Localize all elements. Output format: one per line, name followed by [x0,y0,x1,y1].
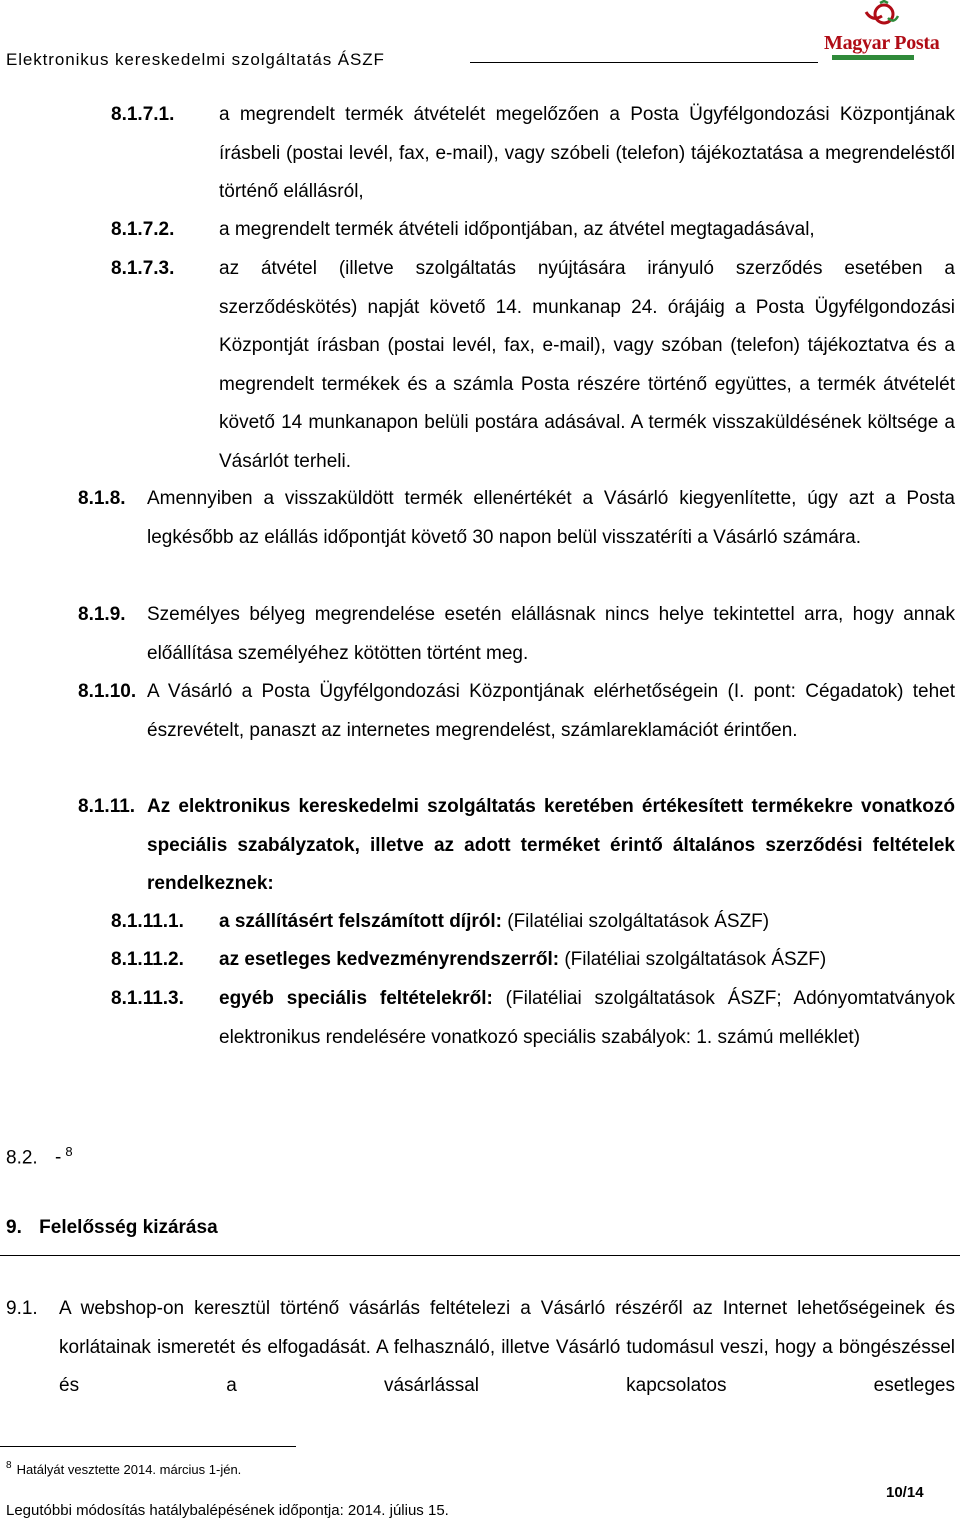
item-text: a megrendelt termék átvételi időpontjában, az átvétel megtagadásával, [219,219,815,240]
item-number: 8.1.8. [78,488,126,509]
footer-modified-date: Legutóbbi módosítás hatálybalépésének időpontja: 2014. július 15. [6,1502,449,1519]
section-number: 9. [6,1217,22,1238]
section-title: Felelősség kizárása [39,1217,218,1238]
header-title: Elektronikus kereskedelmi szolgáltatás ÁSZF [6,50,385,69]
item-number: 8.1.11.2. [111,949,184,970]
item-text: - [54,1147,62,1169]
footnote-text: Hatályát vesztette 2014. március 1-jén. [16,1462,242,1477]
item-number: 8.1.11. [78,796,136,817]
section-divider [0,1255,960,1256]
item-number: 8.1.11.1. [111,911,184,932]
item-number: 8.1.10. [78,681,137,702]
logo-wordmark: Magyar Posta [824,32,940,54]
item-text: Az elektronikus kereskedelmi szolgáltatás keretében értékesített termékekre vonatkozó speciális szabályzatok, illetve az adott terméket érintő általános szerződési feltételek rendelkeznek: [147,796,955,894]
item-number: 8.1.9. [78,604,126,625]
item-number: 9.1. [6,1298,38,1319]
page-number: 10/14 [886,1484,924,1501]
magyar-posta-logo [822,0,960,74]
item-number: 8.1.7.3. [111,258,175,279]
footnote-mark: 8 [6,1460,12,1471]
section-heading [6,1209,218,1247]
footnote [6,1460,241,1477]
item-8-2 [6,1133,73,1177]
item-reference: (Filatéliai szolgáltatások ÁSZF) [501,911,770,932]
item-text: A Vásárló a Posta Ügyfélgondozási Központjának elérhetőségein (I. pont: Cégadatok) tehet észrevételt, panaszt az internetes megrendelést, számlareklamációt érintően. [147,681,955,741]
item-reference: (Filatéliai szolgáltatások ÁSZF; Adónyomtatványok elektronikus rendelésére vonatkozó speciális szabályok: 1. számú melléklet) [219,988,955,1048]
item-number: 8.1.11.3. [111,988,184,1009]
item-number: 8.1.7.1. [111,104,175,125]
item-bold-label: az esetleges kedvezményrendszerről: [219,949,560,970]
header-rule [470,62,818,63]
item-text: az átvétel (illetve szolgáltatás nyújtására irányuló szerződés esetében a szerződéskötés) napját követő 14. munkanap 24. órájáig a Posta Ügyfélgondozási Központját írásban (postai levél, fax, e-mail), vagy szóban (telefon) tájékoztatva és a megrendelt termékek és a számla Posta részére történő együttes, a termék átvételét követő 14 munkanapon belüli postára adásával. A termék visszaküldésének költsége a Vásárlót terheli. [219,258,955,472]
item-number: 8.1.7.2. [111,219,175,240]
item-text: A webshop-on keresztül történő vásárlás feltételezi a Vásárló részéről az Internet lehetőségeinek és korlátainak ismeretét és elfogadását. A felhasználó, illetve Vásárló tudomásul veszi, hogy a böngészéssel és a vásárlással kapcsolatos esetleges [59,1298,955,1396]
item-number: 8.2. [6,1147,38,1169]
item-text [219,903,955,942]
item-text: a megrendelt termék átvételét megelőzően a Posta Ügyfélgondozási Központjának írásbeli (postai levél, fax, e-mail), vagy szóbeli (telefon) tájékoztatása a megrendeléstől történő elállásról, [219,104,955,202]
item-text [219,980,955,1057]
item-bold-label: a szállításért felszámított díjról: [219,911,502,932]
item-text: Személyes bélyeg megrendelése esetén elállásnak nincs helye tekintettel arra, hogy annak előállítása személyéhez kötötten történt meg. [147,604,955,664]
footnote-separator [0,1446,296,1447]
item-bold-label: egyéb speciális feltételekről: [219,988,493,1009]
item-text: Amennyiben a visszaküldött termék ellenértékét a Vásárló kiegyenlítette, úgy azt a Posta legkésőbb az elállás időpontját követő 30 napon belül visszatéríti a Vásárló számára. [147,488,955,548]
footnote-reference: 8 [65,1144,73,1159]
item-text [219,941,955,980]
item-reference: (Filatéliai szolgáltatások ÁSZF) [559,949,827,970]
